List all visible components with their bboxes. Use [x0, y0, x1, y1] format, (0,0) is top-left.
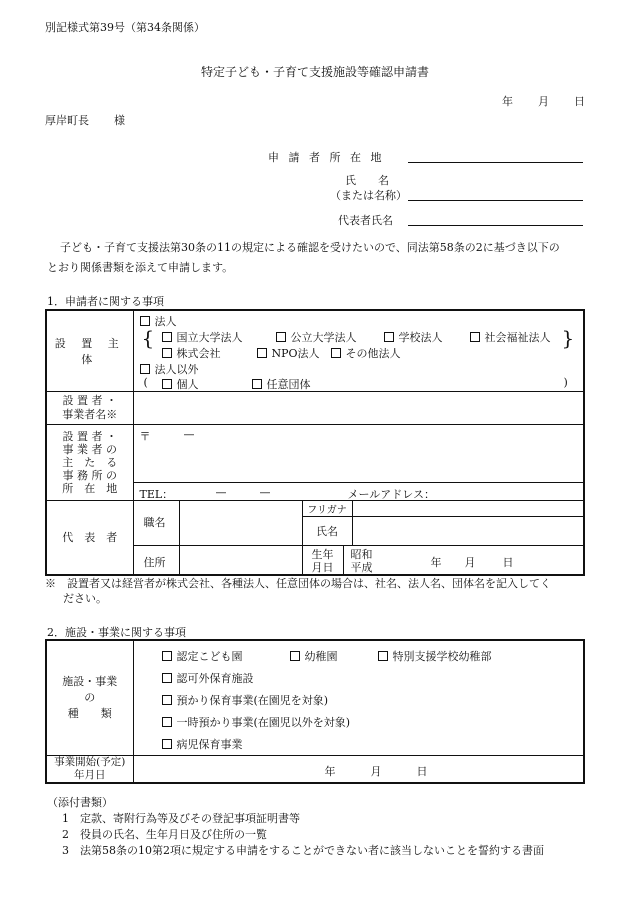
operator-name-label: 設 置 者 ・ 事業者名※	[46, 391, 133, 424]
checkbox[interactable]	[162, 739, 172, 749]
checkbox[interactable]	[162, 717, 172, 727]
start-date-cell[interactable]	[133, 755, 584, 783]
rep-title-label: 職名	[143, 515, 166, 529]
checkbox[interactable]	[290, 651, 300, 661]
checkbox[interactable]	[257, 348, 267, 358]
representative-label: 代 表 者	[46, 500, 133, 575]
noncorp-option[interactable]: 法人以外	[140, 361, 199, 377]
option-temporary-care[interactable]: 一時預かり事業(在園児以外を対象)	[162, 714, 351, 730]
birth-year: 年	[430, 555, 442, 569]
tel-divider	[134, 482, 584, 483]
left-brace-icon: {	[141, 326, 155, 350]
section1-note-line1: ※ 設置者又は経営者が株式会社、各種法人、任意団体の場合は、社名、法人名、団体名を記入してく	[45, 577, 551, 590]
body-text-line2: とおり関係書類を添えて申請します。	[47, 261, 234, 274]
start-day: 日	[416, 764, 428, 778]
attachment-item: 3 法第58条の10第2項に規定する申請をすることができない者に該当しないことを誓約する書面	[62, 844, 544, 857]
residence-divider	[179, 546, 180, 575]
applicant-table	[45, 309, 585, 576]
applicant-address-line[interactable]	[408, 162, 583, 163]
rep-title-divider	[179, 501, 180, 545]
checkbox[interactable]	[162, 695, 172, 705]
tel-dash-2: —	[259, 485, 271, 499]
body-text-line1: 子ども・子育て支援法第30条の11の規定による確認を受けたいので、同法第58条の2に基づき以下の	[60, 241, 560, 254]
option-special-support[interactable]: 特別支援学校幼稚部	[378, 648, 492, 664]
rep-name-input[interactable]	[352, 516, 584, 545]
era-options[interactable]: 昭和 平成	[350, 547, 373, 574]
document-title: 特定子ども・子育て支援施設等確認申請書	[200, 65, 429, 79]
attachment-item: 2 役員の氏名、生年月日及び住所の一覧	[62, 828, 267, 841]
checkbox[interactable]	[162, 651, 172, 661]
checkbox[interactable]	[331, 348, 341, 358]
checkbox[interactable]	[162, 379, 172, 389]
establisher-label: 設 置 主 体	[46, 310, 133, 391]
furigana-input[interactable]	[352, 500, 584, 516]
left-bracket-icon: (	[143, 376, 148, 389]
checkbox[interactable]	[162, 673, 172, 683]
corp-type-welfare[interactable]: 社会福祉法人	[470, 329, 551, 345]
checkbox[interactable]	[276, 332, 286, 342]
residence-cell[interactable]	[133, 545, 302, 575]
attachments-heading: （添付書類）	[47, 796, 113, 809]
office-address-cell[interactable]	[133, 424, 584, 500]
option-nintei-kodomoen[interactable]: 認定こども園	[162, 648, 243, 664]
corp-type-npo[interactable]: NPO法人	[257, 345, 320, 361]
corp-type-national[interactable]: 国立大学法人	[162, 329, 243, 345]
date-month: 月	[538, 95, 549, 108]
applicant-rep-label: 代表者氏名	[338, 214, 393, 227]
applicant-name-label: 氏 名	[345, 174, 389, 187]
honorific: 様	[114, 114, 125, 127]
start-year: 年	[324, 764, 336, 778]
date-year: 年	[502, 95, 513, 108]
corp-type-public[interactable]: 公立大学法人	[276, 329, 357, 345]
postal-mark: 〒	[139, 429, 151, 443]
applicant-rep-line[interactable]	[408, 225, 583, 226]
right-brace-icon: }	[561, 326, 575, 350]
birthdate-label: 生年 月日	[303, 546, 344, 575]
corp-type-school[interactable]: 学校法人	[384, 329, 443, 345]
option-extended-care[interactable]: 預かり保育事業(在園児を対象)	[162, 692, 329, 708]
establisher-cell	[133, 310, 584, 391]
start-date-label: 事業開始(予定) 年月日	[46, 755, 133, 783]
applicant-name-sub-label: （または名称）	[330, 189, 407, 202]
applicant-name-line[interactable]	[408, 200, 583, 201]
section2-heading: 2．施設・事業に関する事項	[47, 626, 186, 639]
date-day: 日	[574, 95, 585, 108]
tel-dash-1: —	[215, 485, 227, 499]
noncorp-type-individual[interactable]: 個人	[162, 376, 199, 392]
corp-type-kabushiki[interactable]: 株式会社	[162, 345, 221, 361]
section1-heading: 1．申請者に関する事項	[47, 295, 164, 308]
checkbox[interactable]	[140, 364, 150, 374]
option-yochien[interactable]: 幼稚園	[290, 648, 338, 664]
checkbox[interactable]	[252, 379, 262, 389]
postal-dash: —	[183, 427, 195, 441]
facility-type-label: 施設・事業 の 種 類	[46, 640, 133, 755]
checkbox[interactable]	[470, 332, 480, 342]
furigana-label: フリガナ	[302, 500, 352, 516]
birth-day: 日	[502, 555, 514, 569]
email-label: メールアドレス：	[347, 487, 435, 501]
rep-title-cell[interactable]	[133, 500, 302, 545]
rep-name-label: 氏名	[302, 516, 352, 545]
residence-label: 住所	[143, 555, 166, 569]
addressee: 厚岸町長	[45, 114, 89, 127]
facility-table	[45, 639, 585, 784]
section1-note-line2: ださい。	[63, 592, 107, 605]
form-number: 別記様式第39号（第34条関係）	[45, 21, 205, 34]
facility-type-cell	[133, 640, 584, 755]
option-unlicensed-nursery[interactable]: 認可外保育施設	[162, 670, 254, 686]
corp-option[interactable]: 法人	[140, 313, 177, 329]
office-address-label: 設 置 者 ・ 事 業 者 の 主 た る 事 務 所 の 所 在 地	[46, 424, 133, 500]
attachment-item: 1 定款、寄附行為等及びその登記事項証明書等	[62, 812, 300, 825]
checkbox[interactable]	[140, 316, 150, 326]
checkbox[interactable]	[384, 332, 394, 342]
option-sick-child-care[interactable]: 病児保育事業	[162, 736, 243, 752]
operator-name-input[interactable]	[133, 391, 584, 424]
start-month: 月	[370, 764, 382, 778]
birthdate-cell[interactable]	[302, 545, 584, 575]
checkbox[interactable]	[378, 651, 388, 661]
checkbox[interactable]	[162, 348, 172, 358]
tel-label: TEL：	[139, 487, 174, 501]
right-bracket-icon: )	[563, 376, 568, 389]
noncorp-type-voluntary[interactable]: 任意団体	[252, 376, 311, 392]
checkbox[interactable]	[162, 332, 172, 342]
corp-type-other[interactable]: その他法人	[331, 345, 401, 361]
birth-month: 月	[464, 555, 476, 569]
applicant-address-label: 申 請 者 所 在 地	[268, 151, 385, 164]
